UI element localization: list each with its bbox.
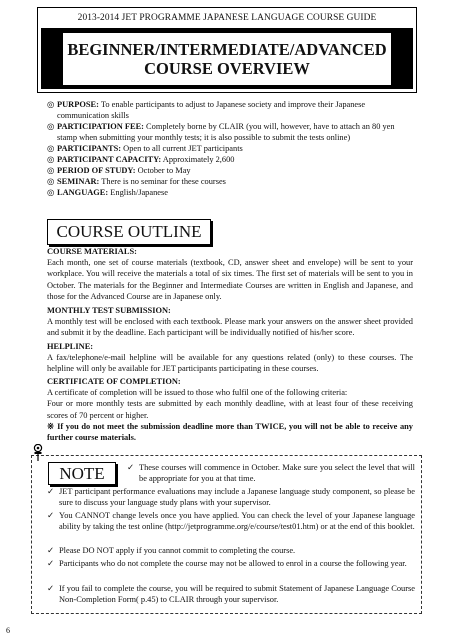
note-item [47, 486, 415, 508]
double-circle-icon: ◎ [47, 155, 55, 164]
checkmark-icon: ✓ [47, 511, 55, 520]
info-label: PARTICIPANT CAPACITY: [57, 155, 162, 164]
checkmark-icon: ✓ [127, 463, 135, 472]
info-continuation: stamp when submitting your monthly tests; it is also possible to submit the tests online) [57, 133, 351, 142]
section-helpline [47, 341, 413, 375]
info-fee [47, 121, 427, 132]
note-text: If you fail to complete the course, you will be required to submit Statement of Japanese Language Course Non-Completion Form( p.45) to CLAIR through your supervisor. [59, 584, 415, 605]
info-label: LANGUAGE: [57, 188, 109, 197]
info-label: SEMINAR: [57, 177, 100, 186]
checkmark-icon: ✓ [47, 559, 55, 568]
checkmark-icon: ✓ [47, 487, 55, 496]
section-body: Four or more monthly tests are submitted by each monthly deadline, with at least four of these receiving scores of 70 percent or higher. [47, 399, 413, 420]
info-text: English/Japanese [108, 188, 168, 197]
title-frame [41, 28, 413, 89]
page-number: 6 [6, 626, 10, 635]
info-text: To enable participants to adjust to Japanese society and improve their Japanese [98, 100, 366, 109]
info-period [47, 165, 427, 176]
info-continuation: communication skills [57, 111, 129, 120]
info-seminar [47, 176, 427, 187]
section-heading: COURSE MATERIALS: [47, 247, 137, 256]
note-text: Participants who do not complete the course may not be allowed to enrol in a course the following year. [59, 559, 407, 568]
section-certificate [47, 376, 413, 443]
section-monthly-test [47, 305, 413, 339]
checkmark-icon: ✓ [47, 546, 55, 555]
double-circle-icon: ◎ [47, 144, 55, 153]
note-item [47, 510, 415, 532]
section-body: Each month, one set of course materials (textbook, CD, answer sheet and envelope) will be sent to your workplace. You will receive the materials a total of six times. The first set of materials will be sent to you in October. The materials for the Beginner and Intermediate Courses are written in English and Japanese, and those for the Advanced Course are in Japanese only. [47, 258, 413, 301]
deadline-warning: ※ If you do not meet the submission deadline more than TWICE, you will not be able to receive any further course materials. [47, 421, 413, 443]
info-text: October to May [135, 166, 191, 175]
title-line-1: BEGINNER/INTERMEDIATE/ADVANCED [67, 39, 387, 59]
double-circle-icon: ◎ [47, 177, 55, 186]
info-capacity [47, 154, 427, 165]
course-outline-heading: COURSE OUTLINE [47, 219, 211, 245]
note-item [47, 583, 415, 605]
checkmark-icon: ✓ [47, 584, 55, 593]
note-item [47, 558, 415, 569]
info-text: There is no seminar for these courses [99, 177, 226, 186]
double-circle-icon: ◎ [47, 100, 55, 109]
header-block [37, 7, 417, 93]
page-title [63, 33, 391, 85]
info-label: PARTICIPANTS: [57, 144, 122, 153]
note-item [127, 462, 415, 484]
info-label: PURPOSE: [57, 100, 99, 109]
info-language [47, 187, 427, 198]
info-text: Approximately 2,600 [161, 155, 235, 164]
note-label: NOTE [48, 462, 116, 485]
info-text: Open to all current JET participants [121, 144, 243, 153]
info-participants [47, 143, 427, 154]
note-text: JET participant performance evaluations may include a Japanese language study component, so please be sure to discuss your language study plans with your supervisor. [59, 487, 415, 508]
section-heading: CERTIFICATE OF COMPLETION: [47, 377, 181, 386]
info-label: PARTICIPATION FEE: [57, 122, 144, 131]
title-line-2: COURSE OVERVIEW [144, 58, 310, 78]
info-label: PERIOD OF STUDY: [57, 166, 136, 175]
section-heading: MONTHLY TEST SUBMISSION: [47, 306, 171, 315]
section-body: A fax/telephone/e-mail helpline will be available for any questions related (only) to these courses. The helpline will only be available for JET participants participating in these courses. [47, 353, 413, 374]
note-text: You CANNOT change levels once you have applied. You can check the level of your Japanese language ability by taking the test online (http://jetprogramme.org/e/course/test01.htm) or at the end of this booklet. [59, 511, 415, 532]
info-purpose [47, 99, 427, 110]
note-text: These courses will commence in October. Make sure you select the level that will be appropriate for you at that time. [139, 463, 415, 484]
double-circle-icon: ◎ [47, 122, 55, 131]
section-body: A monthly test will be enclosed with each textbook. Please mark your answers on the answer sheet provided and submit it by the deadline. Each participant will be individually notified of his/her score. [47, 317, 413, 338]
note-item [47, 545, 415, 556]
note-text: Please DO NOT apply if you cannot commit to completing the course. [59, 546, 296, 555]
double-circle-icon: ◎ [47, 188, 55, 197]
info-text: Completely borne by CLAIR (you will, however, have to attach an 80 yen [143, 122, 395, 131]
section-heading: HELPLINE: [47, 342, 94, 351]
info-list [47, 99, 427, 198]
double-circle-icon: ◎ [47, 166, 55, 175]
guide-title: 2013-2014 JET PROGRAMME JAPANESE LANGUAGE COURSE GUIDE [77, 13, 377, 23]
section-body: A certificate of completion will be issued to those who fulfil one of the following criteria: [47, 388, 348, 398]
section-materials [47, 246, 413, 302]
pushpin-icon [32, 444, 44, 462]
